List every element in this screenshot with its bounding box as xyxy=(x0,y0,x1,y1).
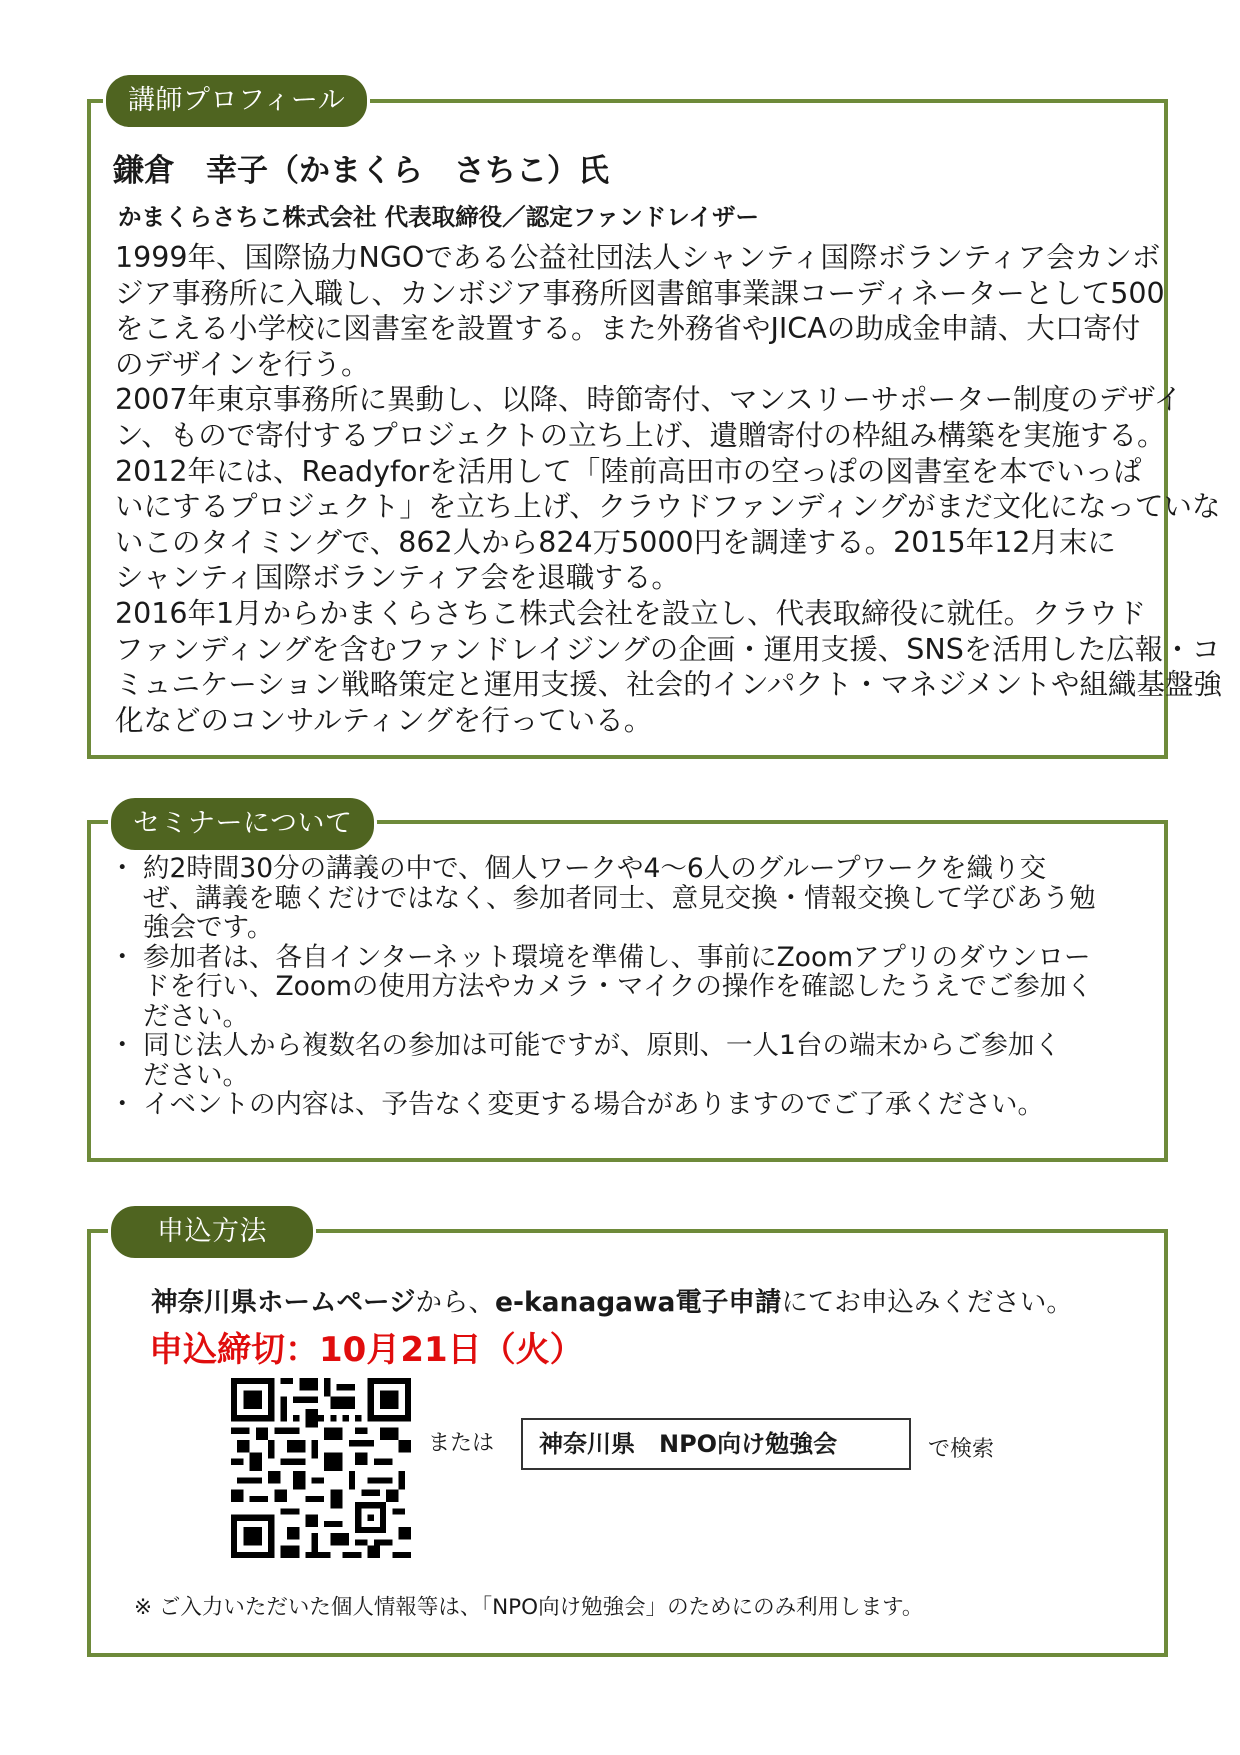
bio-line: ミュニケーション戦略策定と運用支援、社会的インパクト・マネジメントや組織基盤強 xyxy=(115,668,1222,702)
bio-line: シャンティ国際ボランティア会を退職する。 xyxy=(115,561,680,595)
qr-code[interactable] xyxy=(231,1378,411,1558)
search-keyword-box[interactable]: 神奈川県 NPO向け勉強会 xyxy=(521,1418,911,1470)
seminar-tab xyxy=(108,795,377,853)
bio-line: いにするプロジェクト」を立ち上げ、クラウドファンディングがまだ文化になっていな xyxy=(115,490,1221,524)
bio-line: ジア事務所に入職し、カンボジア事務所図書館事業課コーディネーターとして500 xyxy=(115,276,1165,310)
bio-line: いこのタイミングで、862人から824万5000円を調達する。2015年12月末に xyxy=(115,525,1116,559)
bio-line: ファンディングを含むファンドレイジングの企画・運用支援、SNSを活用した広報・コ xyxy=(115,632,1221,666)
instruction-mid: から、 xyxy=(415,1287,495,1318)
deadline: 申込締切：10月21日（火） xyxy=(149,1330,584,1370)
profile-tab xyxy=(103,72,370,130)
apply-tab-label: 申込方法 xyxy=(157,1216,267,1247)
seminar-bullet-item: ・ 参加者は、各自インターネット環境を準備し、事前にZoomアプリのダウンロー ドを行い、Zoomの使用方法やカメラ・マイクの操作を確認したうえでご参加く ださい。 xyxy=(115,943,1096,1032)
lecturer-bio xyxy=(115,240,1222,738)
bio-line: をこえる小学校に図書室を設置する。また外務省やJICAの助成金申請、大口寄付 xyxy=(115,312,1141,346)
profile-tab-label: 講師プロフィール xyxy=(128,85,346,116)
instruction-end: にてお申込みください。 xyxy=(781,1287,1073,1318)
apply-instruction xyxy=(151,1280,1073,1319)
bio-line: 2012年には、Readyforを活用して「陸前高田市の空っぽの図書室を本でいっぱ xyxy=(115,454,1142,488)
bio-line: 2016年1月からかまくらさちこ株式会社を設立し、代表取締役に就任。クラウド xyxy=(115,596,1147,630)
privacy-note: ※ ご入力いただいた個人情報等は、「NPO向け勉強会」のためにのみ利用します。 xyxy=(134,1595,924,1620)
apply-tab xyxy=(108,1203,316,1261)
bio-line: 2007年東京事務所に異動し、以降、時節寄付、マンスリーサポーター制度のデザイ xyxy=(115,383,1183,417)
bio-line: のデザインを行う。 xyxy=(115,347,370,381)
seminar-bullets xyxy=(115,854,1096,1120)
lecturer-company: かまくらさちこ株式会社 代表取締役／認定ファンドレイザー xyxy=(118,203,760,231)
or-label: または xyxy=(428,1431,495,1456)
bio-line: ン、もので寄付するプロジェクトの立ち上げ、遺贈寄付の枠組み構築を実施する。 xyxy=(115,418,1166,452)
seminar-bullet-item: ・ イベントの内容は、予告なく変更する場合がありますのでご了承ください。 xyxy=(115,1090,1096,1120)
lecturer-name: 鎌倉 幸子（かまくら さちこ）氏 xyxy=(113,153,609,189)
homepage-link[interactable]: 神奈川県ホームページ xyxy=(151,1287,416,1318)
seminar-bullet-item: ・ 同じ法人から複数名の参加は可能ですが、原則、一人1台の端末からご参加く ださい。 xyxy=(115,1031,1096,1090)
bio-line: 化などのコンサルティングを行っている。 xyxy=(115,703,653,737)
bio-line: 1999年、国際協力NGOである公益社団法人シャンティ国際ボランティア会カンボ xyxy=(115,241,1161,274)
search-suffix: で検索 xyxy=(928,1437,995,1462)
seminar-bullet-item: ・ 約2時間30分の講義の中で、個人ワークや4～6人のグループワークを織り交 ぜ、講義を聴くだけではなく、参加者同士、意見交換・情報交換して学びあう勉 強会です。 xyxy=(115,854,1096,943)
e-kanagawa-link[interactable]: e-kanagawa電子申請 xyxy=(494,1287,782,1318)
seminar-tab-label: セミナーについて xyxy=(133,808,353,839)
